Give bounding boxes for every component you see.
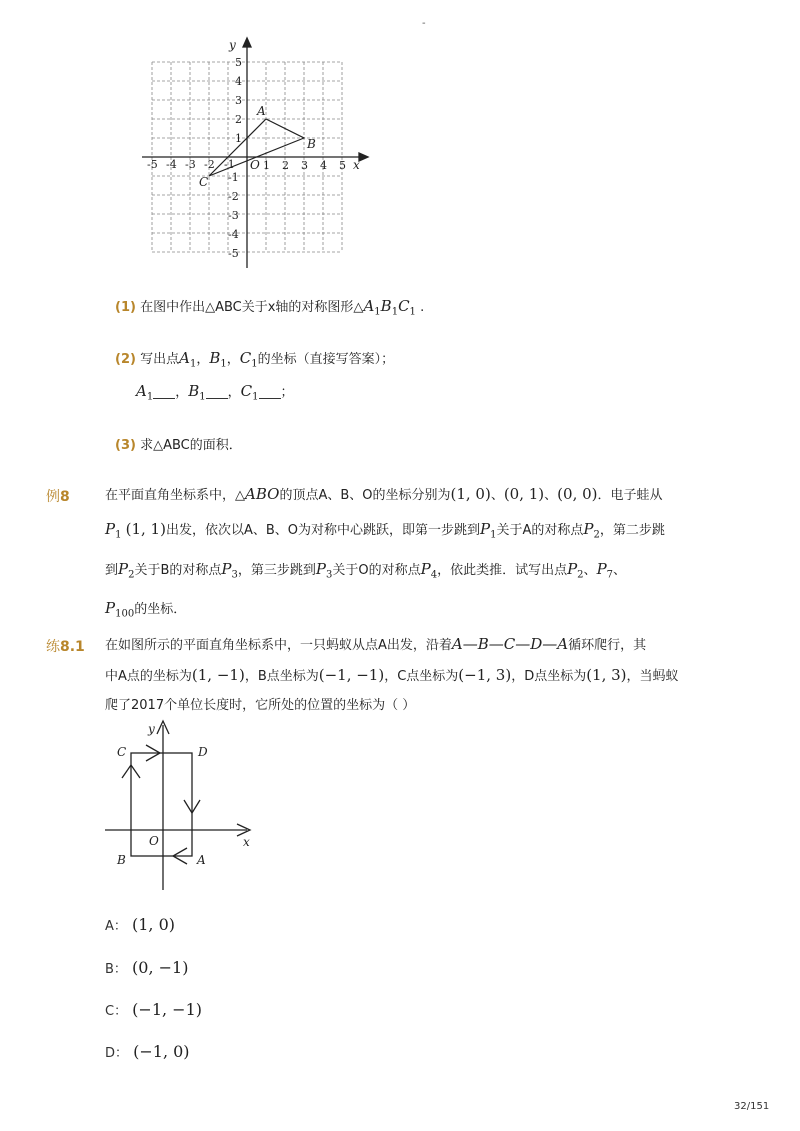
question-number: (1) — [115, 300, 136, 315]
x-tick: 3 — [301, 159, 308, 172]
triangle-coordinate-graph — [140, 36, 375, 271]
x-tick: -3 — [185, 158, 196, 171]
point-b-label: B — [307, 137, 316, 151]
x-tick: 5 — [339, 159, 346, 172]
point-c-label: C — [199, 175, 209, 189]
header-tick: - — [422, 18, 426, 29]
option-c[interactable]: C： (−1, −1) — [105, 1000, 202, 1019]
y-tick: -2 — [228, 190, 239, 203]
x-tick: -2 — [204, 158, 215, 171]
option-d[interactable]: D： (−1, 0) — [105, 1042, 190, 1061]
x-axis-label: x — [353, 158, 360, 172]
question-3: (3) 求△ABC的面积． — [115, 438, 242, 453]
ant-path-graph — [100, 718, 260, 893]
question-number: (2) — [115, 352, 136, 367]
option-value: (−1, 0) — [133, 1042, 190, 1061]
y-tick: -4 — [228, 228, 239, 241]
question-2: (2) 写出点$A_1$，$B_1$，$C_1$的坐标（直接写答案）； — [115, 349, 395, 370]
practice-8-1-label: 练8.1 — [46, 639, 85, 655]
point-c-label: C — [117, 745, 127, 759]
option-value: (0, −1) — [132, 958, 189, 977]
x-tick: -5 — [147, 158, 158, 171]
page-number: 32/151 — [734, 1101, 770, 1112]
option-a[interactable]: A： (1, 0) — [105, 915, 176, 934]
point-b-label: B — [117, 853, 126, 867]
x-tick: 1 — [263, 159, 270, 172]
y-tick: 4 — [235, 75, 242, 88]
x-tick: 4 — [320, 159, 327, 172]
y-axis-arrow — [243, 38, 251, 47]
option-value: (−1, −1) — [132, 1000, 202, 1019]
origin-label: O — [250, 158, 260, 172]
option-b[interactable]: B： (0, −1) — [105, 958, 189, 977]
math-a1: A — [363, 297, 375, 315]
origin-label: O — [149, 834, 159, 848]
point-a-label: A — [197, 853, 206, 867]
point-d-label: D — [198, 745, 208, 759]
question-1: (1) 在图中作出△ABC关于x轴的对称图形$\triangle A_1B_1C_1$ . — [115, 297, 425, 318]
answer-blank — [259, 397, 281, 399]
answer-blank — [206, 397, 228, 399]
y-tick: -1 — [228, 171, 239, 184]
x-tick: 2 — [282, 159, 289, 172]
practice-8-1-text: 在如图所示的平面直角坐标系中，一只蚂蚁从点A出发，沿着A—B—C—D—A循环爬行，其 中A点的坐标为(1, −1)，B点坐标为(−1, −1)，C点坐标为(−1, 3)，D点坐标为(1, 3)，当蚂蚁 爬了2017个单位长度时，它所处的位置的坐标为（ ） — [105, 635, 679, 713]
x-axis-label: x — [243, 835, 250, 849]
answer-blank — [153, 397, 175, 399]
example-8-label: 例8 — [46, 489, 70, 505]
question-2-answer-line: $A_1$ ，$B_1$ ，$C_1$ ； — [136, 382, 294, 403]
question-text: 在图中作出△ABC关于x轴的对称图形△ — [140, 300, 364, 315]
y-axis-label: y — [148, 722, 155, 736]
option-value: (1, 0) — [132, 915, 176, 934]
y-tick: 1 — [235, 132, 242, 145]
y-tick: -5 — [228, 247, 239, 260]
x-axis-arrow — [359, 153, 368, 161]
y-tick: 3 — [235, 94, 242, 107]
y-tick: 2 — [235, 113, 242, 126]
abcd-rectangle — [131, 753, 192, 856]
y-tick: 5 — [235, 56, 242, 69]
x-tick: -1 — [224, 158, 235, 171]
y-axis-label: y — [229, 38, 236, 52]
example-8-text: 在平面直角坐标系中，△ABO的顶点A、B、O的坐标分别为(1, 0)、(0, 1)、(0, 0)．电子蛙从 $P_1$ (1, 1)出发，依次以A、B、O为对称中心跳跃，即第一步跳到$P_1$关于A的对称点$P_2$，第二步跳 到$P_2$关于B的对称点$P_3$，第三步跳到$P_3$关于O的对称点$P_4$，依此类推．试写出点$P_2$、$P_7$、 $P_{100}$的坐标． — [105, 485, 665, 620]
question-number: (3) — [115, 438, 136, 453]
y-tick: -3 — [228, 209, 239, 222]
point-a-label: A — [257, 104, 266, 118]
x-tick: -4 — [166, 158, 177, 171]
